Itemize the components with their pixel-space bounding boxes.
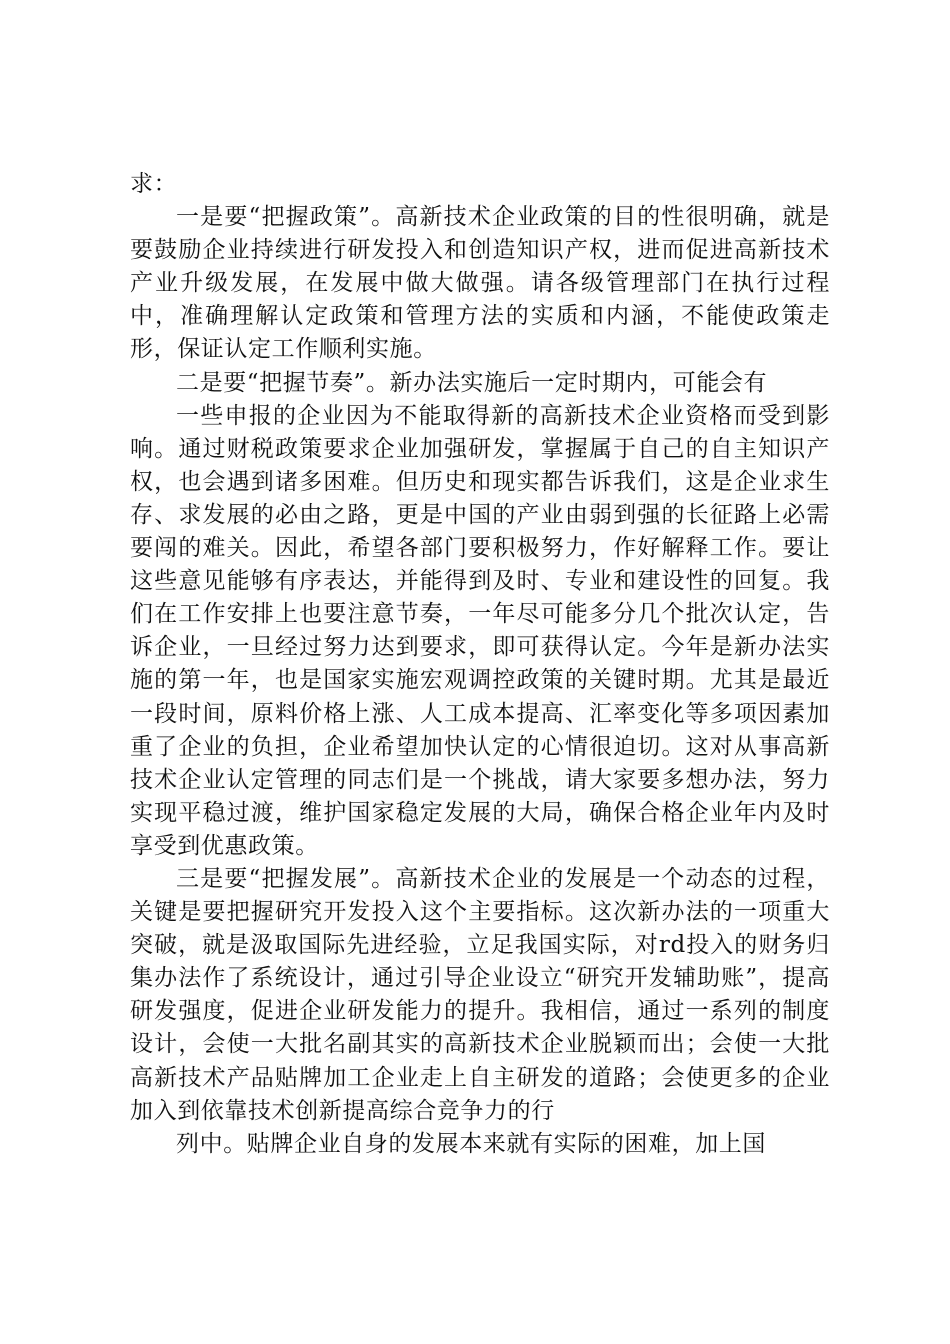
paragraph-policy: 一是要“把握政策”。高新技术企业政策的目的性很明确，就是要鼓励企业持续进行研发投入和创造知识产权，进而促进高新技术产业升级发展，在发展中做大做强。请各级管理部门在执行过程中，准确理解认定政策和管理方法的实质和内涵，不能使政策走形，保证认定工作顺利实施。 (130, 204, 830, 363)
paragraph-rhythm: 二是要“把握节奏”。新办法实施后一定时期内，可能会有 (176, 369, 768, 396)
paragraph-development: 三是要“把握发展”。高新技术企业的发展是一个动态的过程，关键是要把握研究开发投入这个主要指标。这次新办法的一项重大突破，就是汲取国际先进经验，立足我国实际，对rd投入的财务归集办法作了系统设计，通过引导企业设立“研究开发辅助账”，提高研发强度，促进企业研发能力的提升。我相信，通过一系列的制度设计，会使一大批名副其实的高新技术企业脱颖而出；会使一大批高新技术产品贴牌加工企业走上自主研发的道路；会使更多的企业加入到依靠技术创新提高综合竞争力的行 (130, 865, 830, 1124)
paragraph-rhythm-continued: 一些申报的企业因为不能取得新的高新技术企业资格而受到影响。通过财税政策要求企业加强研发，掌握属于自己的自主知识产权，也会遇到诸多困难。但历史和现实都告诉我们，这是企业求生存、求发展的必由之路，更是中国的产业由弱到强的长征路上必需要闯的难关。因此，希望各部门要积极努力，作好解释工作。要让这些意见能够有序表达，并能得到及时、专业和建设性的回复。我们在工作安排上也要注意节奏，一年尽可能多分几个批次认定，告诉企业，一旦经过努力达到要求，即可获得认定。今年是新办法实施的第一年，也是国家实施宏观调控政策的关键时期。尤其是最近一段时间，原料价格上涨、人工成本提高、汇率变化等多项因素加重了企业的负担，企业希望加快认定的心情很迫切。这对从事高新技术企业认定管理的同志们是一个挑战，请大家要多想办法，努力实现平稳过渡，维护国家稳定发展的大局，确保合格企业年内及时享受到优惠政策。 (130, 402, 830, 859)
paragraph-continuation: 求： (130, 171, 178, 197)
paragraph-development-continued: 列中。贴牌企业自身的发展本来就有实际的困难，加上国 (176, 1130, 766, 1157)
body-text (130, 168, 830, 1161)
